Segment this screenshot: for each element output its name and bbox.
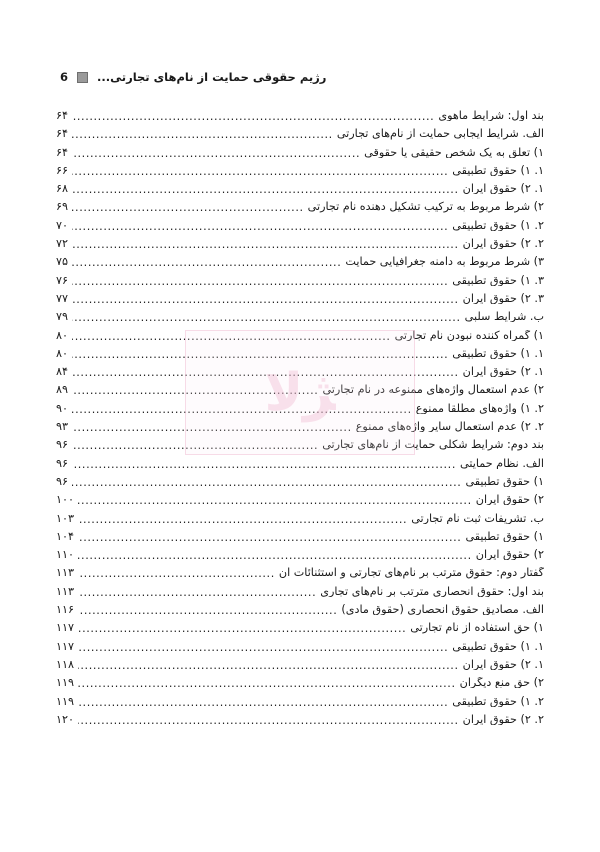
toc-leader-dots: [72, 421, 352, 432]
toc-leader-dots: [72, 311, 461, 322]
toc-entry[interactable]: [56, 659, 544, 670]
toc-entry[interactable]: [56, 403, 544, 414]
toc-entry-label: ۳. ۱) حقوق تطبیقی: [452, 274, 544, 286]
toc-entry[interactable]: [56, 677, 544, 688]
toc-leader-dots: [72, 257, 341, 268]
toc-leader-dots: [78, 659, 459, 670]
toc-entry-label: الف. شرایط ایجابی حمایت از نام‌های تجارتی: [336, 128, 544, 140]
toc-entry[interactable]: [56, 348, 544, 359]
toc-leader-dots: [72, 275, 448, 286]
toc-entry[interactable]: [56, 275, 544, 286]
toc-entry-label: بند اول: حقوق انحصاری مترتب بر نام‌های تجاری: [320, 585, 544, 597]
toc-leader-dots: [72, 129, 333, 140]
running-header: [56, 70, 544, 84]
toc-entry-page: ۸۹: [56, 384, 69, 396]
toc-leader-dots: [72, 293, 459, 304]
toc-leader-dots: [78, 604, 337, 615]
toc-entry[interactable]: [56, 714, 544, 725]
toc-entry-label: ۱) حقوق تطبیقی: [465, 530, 544, 543]
toc-entry[interactable]: [56, 494, 544, 505]
toc-entry-label: ۳. ۲) حقوق ایران: [462, 292, 544, 305]
toc-entry-page: ۶۹: [56, 201, 69, 213]
toc-entry-page: ۶۸: [56, 183, 69, 195]
toc-entry-page: ۶۴: [56, 110, 69, 122]
toc-entry-label: ۱) گمراه کننده نبودن نام تجارتی: [394, 329, 544, 341]
toc-entry-label: ۱. ۲) حقوق ایران: [462, 183, 544, 195]
toc-entry-label: ۲. ۲) حقوق ایران: [462, 238, 544, 250]
toc-entry-page: ۶۴: [56, 146, 69, 158]
toc-entry[interactable]: [56, 384, 544, 395]
toc-entry-page: ۷۲: [56, 238, 69, 250]
toc-entry[interactable]: [56, 696, 544, 707]
toc-entry-label: ۱. ۱) حقوق تطبیقی: [452, 164, 544, 177]
toc-entry-page: ۶۴: [56, 128, 69, 140]
toc-leader-dots: [78, 531, 461, 542]
toc-leader-dots: [72, 458, 456, 469]
toc-entry[interactable]: [56, 147, 544, 158]
toc-entry-label: ۱. ۲) حقوق ایران: [462, 658, 544, 671]
toc-entry-label: ب. شرایط سلبی: [464, 311, 544, 323]
toc-leader-dots: [72, 202, 304, 213]
toc-entry-label: بند اول: شرایط ماهوی: [438, 110, 544, 122]
toc-entry-page: ۹۶: [56, 457, 69, 469]
table-of-contents: [56, 110, 544, 725]
toc-entry-page: ۱۱۳: [56, 585, 75, 597]
toc-entry-page: ۷۰: [56, 219, 69, 231]
toc-entry[interactable]: [56, 604, 544, 615]
toc-entry[interactable]: [56, 513, 544, 524]
toc-entry[interactable]: [56, 476, 544, 487]
toc-entry-label: بند دوم: شرایط شکلی حمایت از نام‌های تجارتی: [322, 439, 544, 451]
toc-entry-page: ۷۵: [56, 256, 69, 268]
toc-entry-page: ۷۹: [56, 311, 69, 323]
toc-leader-dots: [78, 696, 448, 707]
toc-entry-page: ۱۱۶: [56, 604, 75, 616]
toc-entry[interactable]: [56, 201, 544, 212]
toc-entry-page: ۱۱۷: [56, 640, 75, 652]
toc-leader-dots: [72, 348, 448, 359]
toc-entry[interactable]: [56, 128, 544, 139]
header-page-number: 6: [60, 70, 69, 84]
toc-entry[interactable]: [56, 238, 544, 249]
toc-leader-dots: [72, 366, 459, 377]
toc-entry-page: ۱۰۳: [56, 512, 75, 524]
toc-leader-dots: [78, 513, 407, 524]
toc-leader-dots: [72, 238, 459, 249]
toc-leader-dots: [78, 714, 459, 725]
toc-entry-label: ۲) حق منع دیگران: [459, 677, 544, 689]
toc-leader-dots: [78, 549, 472, 560]
toc-entry[interactable]: [56, 586, 544, 597]
toc-entry-label: الف. مصادیق حقوق انحصاری (حقوق مادی): [341, 604, 544, 616]
toc-entry[interactable]: [56, 165, 544, 176]
toc-entry-page: ۱۱۸: [56, 658, 75, 671]
toc-entry[interactable]: [56, 293, 544, 304]
toc-entry-page: ۱۰۰: [56, 494, 75, 506]
toc-entry[interactable]: [56, 330, 544, 341]
toc-entry-page: ۸۰: [56, 329, 69, 341]
toc-leader-dots: [78, 623, 406, 634]
toc-entry-label: ۲) حقوق ایران: [475, 494, 544, 506]
toc-entry[interactable]: [56, 641, 544, 652]
toc-entry-page: ۱۰۴: [56, 530, 75, 543]
toc-entry[interactable]: [56, 183, 544, 194]
toc-entry-page: ۱۱۹: [56, 677, 75, 689]
toc-entry[interactable]: [56, 421, 544, 432]
toc-entry[interactable]: [56, 531, 544, 542]
toc-entry-page: ۱۲۰: [56, 713, 75, 725]
toc-leader-dots: [72, 220, 448, 231]
toc-leader-dots: [78, 494, 472, 505]
square-bullet-icon: [77, 72, 88, 83]
toc-entry[interactable]: [56, 110, 544, 121]
toc-entry-label: ۲. ۱) حقوق تطبیقی: [452, 219, 544, 231]
watermark-glyph: ﮋﻻ: [264, 362, 336, 423]
toc-entry-page: ۸۰: [56, 347, 69, 360]
toc-entry[interactable]: [56, 366, 544, 377]
toc-leader-dots: [72, 110, 434, 121]
toc-entry-label: ۱. ۱) حقوق تطبیقی: [452, 347, 544, 360]
toc-entry-page: ۱۱۳: [56, 567, 75, 579]
toc-leader-dots: [78, 677, 456, 688]
toc-leader-dots: [78, 586, 316, 597]
toc-entry[interactable]: [56, 220, 544, 231]
toc-entry[interactable]: [56, 458, 544, 469]
toc-entry-label: ۲. ۱) واژه‌های مطلقاً ممنوع: [415, 402, 544, 414]
toc-entry-page: ۹۰: [56, 402, 69, 414]
toc-entry-page: ۹۶: [56, 439, 69, 451]
toc-leader-dots: [78, 568, 275, 579]
toc-leader-dots: [72, 330, 391, 341]
toc-leader-dots: [72, 403, 412, 414]
toc-entry-label: ۱. ۱) حقوق تطبیقی: [452, 640, 544, 652]
toc-entry-page: ۱۱۷: [56, 622, 75, 634]
toc-entry[interactable]: [56, 439, 544, 450]
toc-leader-dots: [72, 165, 448, 176]
toc-leader-dots: [72, 147, 360, 158]
toc-leader-dots: [72, 440, 318, 451]
toc-entry-label: ۲) عدم استعمال واژه‌های ممنوعه در نام تجارتی: [322, 384, 544, 396]
toc-entry-page: ۸۴: [56, 366, 69, 378]
toc-entry[interactable]: [56, 256, 544, 267]
toc-entry[interactable]: [56, 567, 544, 578]
toc-entry-label: الف. نظام حمایتی: [460, 457, 544, 469]
toc-entry-page: ۹۶: [56, 475, 69, 488]
toc-entry[interactable]: [56, 311, 544, 322]
toc-entry-label: ۱. ۲) حقوق ایران: [462, 366, 544, 378]
toc-entry-label: ۲. ۲) عدم استعمال سایر واژه‌های ممنوع: [355, 421, 544, 433]
toc-entry-label: ب. تشریفات ثبت نام تجارتی: [411, 512, 544, 524]
toc-leader-dots: [72, 385, 318, 396]
toc-entry-page: ۱۱۰: [56, 549, 75, 561]
toc-entry-label: ۲. ۱) حقوق تطبیقی: [452, 695, 544, 707]
toc-entry-page: ۹۳: [56, 421, 69, 433]
toc-entry-page: ۶۶: [56, 164, 69, 177]
toc-leader-dots: [78, 641, 448, 652]
page-title: رژیم حقوقی حمایت از نام‌های تجارتی...: [97, 70, 327, 84]
toc-entry-page: ۷۶: [56, 274, 69, 286]
toc-leader-dots: [72, 476, 461, 487]
toc-entry-label: ۱) تعلق به یک شخص حقیقی یا حقوقی: [364, 146, 544, 158]
toc-entry-label: ۱) حق استفاده از نام تجارتی: [410, 622, 544, 634]
toc-entry-label: ۲. ۲) حقوق ایران: [462, 713, 544, 725]
toc-entry-page: ۱۱۹: [56, 695, 75, 707]
toc-entry-label: ۲) حقوق ایران: [475, 549, 544, 561]
toc-entry-label: گفتار دوم: حقوق مترتب بر نام‌های تجارتی و استثنائات آن: [278, 567, 544, 579]
toc-entry[interactable]: [56, 622, 544, 633]
toc-entry-label: ۱) حقوق تطبیقی: [465, 475, 544, 488]
toc-entry[interactable]: [56, 549, 544, 560]
toc-leader-dots: [72, 183, 459, 194]
toc-entry-page: ۷۷: [56, 292, 69, 305]
toc-entry-label: ۲) شرط مربوط به ترکیب تشکیل دهنده نام تجارتی: [307, 201, 544, 213]
toc-entry-label: ۳) شرط مربوط به دامنه جغرافیایی حمایت: [345, 256, 544, 268]
